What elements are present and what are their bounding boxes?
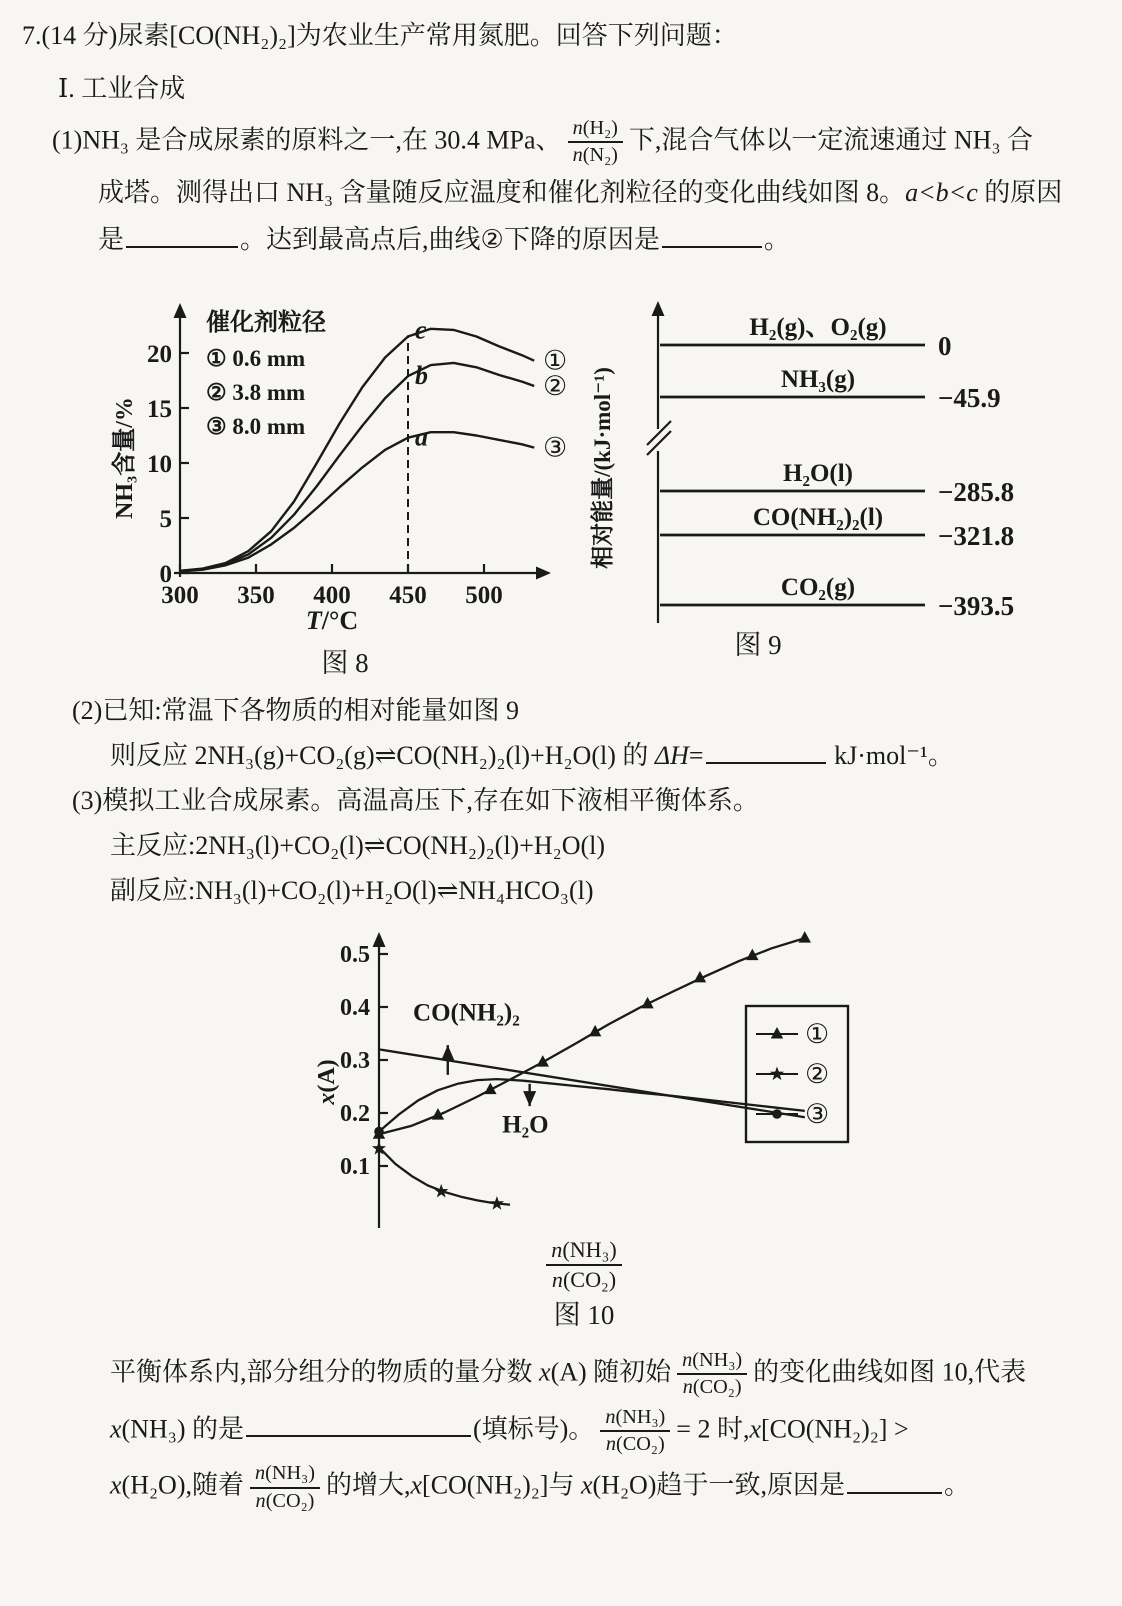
svg-text:②: ② <box>805 1059 830 1090</box>
svg-text:相对能量/(kJ·mol⁻¹): 相对能量/(kJ·mol⁻¹) <box>590 366 615 569</box>
svg-text:NH₃含量/%: NH₃含量/% <box>112 396 138 519</box>
svg-text:500: 500 <box>465 581 503 609</box>
svg-text:−321.8: −321.8 <box>938 520 1015 551</box>
svg-text:0.4: 0.4 <box>340 995 370 1022</box>
part1-line3: 是 。达到最高点后,曲线②下降的原因是 。 <box>98 220 1098 259</box>
answer-blank <box>847 1466 942 1494</box>
svg-text:③: ③ <box>543 432 568 463</box>
fig10-curve-③ <box>379 1079 805 1132</box>
svg-text:c: c <box>415 315 427 345</box>
part3-question-line3: x(H₂O),随着 $\frac{\text{n(NH₃)}}{\text{n(CO₂)}}$ 的增大,x[CO(NH₂)₂]与 x(H₂O)趋于一致,原因是 。 <box>110 1461 1098 1514</box>
svg-text:CO(NH₂)₂(l): CO(NH₂)₂(l) <box>752 503 884 531</box>
part2-line2: 则反应 2NH₃(g)+CO₂(g)⇌CO(NH₂)₂(l)+H₂O(l) 的 ΔH= kJ·mol⁻¹。 <box>110 736 1098 775</box>
part3-question-line1: 平衡体系内,部分组分的物质的量分数 x(A) 随初始 $\frac{\text{n(NH₃)}}{\text{n(CO₂)}}$ 的变化曲线如图 10,代表 <box>110 1348 1098 1401</box>
svg-text:H₂O: H₂O <box>502 1111 549 1139</box>
svg-text:400: 400 <box>313 581 351 609</box>
svg-text:−285.8: −285.8 <box>938 476 1015 507</box>
svg-text:0: 0 <box>159 560 172 588</box>
svg-text:② 3.8 mm: ② 3.8 mm <box>206 379 306 405</box>
svg-text:20: 20 <box>147 340 172 368</box>
svg-text:x(A): x(A) <box>314 1059 340 1105</box>
figures-row <box>110 273 1098 679</box>
svg-text:① 0.6 mm: ① 0.6 mm <box>206 345 306 371</box>
svg-text:NH₃(g): NH₃(g) <box>780 365 856 393</box>
answer-blank <box>246 1409 471 1437</box>
svg-text:15: 15 <box>147 395 172 423</box>
svg-text:300: 300 <box>161 581 199 609</box>
svg-text:b: b <box>415 360 428 390</box>
answer-blank <box>126 220 238 248</box>
svg-text:−393.5: −393.5 <box>938 590 1015 621</box>
svg-text:5: 5 <box>159 505 172 533</box>
svg-text:0: 0 <box>938 330 952 361</box>
fig10-svg <box>304 914 864 1236</box>
figure-8 <box>110 273 580 679</box>
fig8-svg <box>110 273 580 645</box>
answer-blank <box>662 220 762 248</box>
fig8-caption: 图 8 <box>321 647 369 678</box>
question-number-line: 7.(14 分)尿素[CO(NH₂)₂]为农业生产常用氮肥。回答下列问题： <box>22 21 738 50</box>
fraction: $\frac{\text{n(NH₃)}}{\text{n(CO₂)}}$ <box>600 1405 670 1458</box>
part1-line1: (1)NH₃ 是合成尿素的原料之一,在 30.4 MPa、 $\frac{\text{n(H₂)}}{\text{n(N₂)}}$ 下,混合气体以一定流速通过 NH₃ 合 <box>52 116 1098 169</box>
part1-line2: 成塔。测得出口 NH₃ 含量随反应温度和催化剂粒径的变化曲线如图 8。a<b<c 的原因 <box>98 177 1063 207</box>
answer-blank <box>706 736 826 764</box>
svg-text:催化剂粒径: 催化剂粒径 <box>206 309 326 336</box>
fraction: $\frac{\text{n(NH₃)}}{\text{n(CO₂)}}$ <box>546 1236 621 1293</box>
svg-text:−45.9: −45.9 <box>938 382 1001 413</box>
part3-side-reaction: 副反应:NH₃(l)+CO₂(l)+H₂O(l)⇌NH₄HCO₃(l) <box>110 876 594 906</box>
svg-text:350: 350 <box>237 581 275 609</box>
fig9-caption: 图 9 <box>734 629 782 660</box>
svg-text:0.3: 0.3 <box>340 1048 370 1075</box>
svg-text:H₂O(l): H₂O(l) <box>783 459 853 487</box>
svg-text:②: ② <box>543 370 568 401</box>
part3-line1: (3)模拟工业合成尿素。高温高压下,存在如下液相平衡体系。 <box>72 786 759 816</box>
fig8-curve-3 <box>180 432 534 571</box>
svg-text:H₂(g)、O₂(g): H₂(g)、O₂(g) <box>749 313 887 341</box>
svg-text:③: ③ <box>805 1099 830 1130</box>
fraction: $\frac{\text{n(NH₃)}}{\text{n(CO₂)}}$ <box>250 1461 320 1514</box>
svg-text:a: a <box>415 422 428 452</box>
figure-10 <box>304 914 1098 1332</box>
svg-text:CO(NH₂)₂: CO(NH₂)₂ <box>413 999 520 1027</box>
figure-9 <box>588 273 1088 661</box>
section-heading: Ⅰ. 工业合成 <box>58 74 186 103</box>
fig10-xlabel <box>304 1236 864 1293</box>
svg-text:CO₂(g): CO₂(g) <box>780 573 856 601</box>
svg-text:T/°C: T/°C <box>305 605 359 635</box>
svg-text:0.1: 0.1 <box>340 1154 370 1181</box>
part2-line1: (2)已知:常温下各物质的相对能量如图 9 <box>72 696 520 726</box>
svg-text:10: 10 <box>147 450 172 478</box>
svg-text:①: ① <box>543 345 568 376</box>
svg-text:0.2: 0.2 <box>340 1101 370 1128</box>
part3-main-reaction: 主反应:2NH₃(l)+CO₂(l)⇌CO(NH₂)₂(l)+H₂O(l) <box>110 831 606 861</box>
fig10-caption: 图 10 <box>553 1300 615 1331</box>
fig9-svg <box>588 273 1088 635</box>
fraction: $\frac{\text{n(H₂)}}{\text{n(N₂)}}$ <box>568 116 623 169</box>
svg-text:0.5: 0.5 <box>340 942 370 969</box>
svg-text:450: 450 <box>389 581 427 609</box>
fraction: $\frac{\text{n(NH₃)}}{\text{n(CO₂)}}$ <box>677 1348 747 1401</box>
part3-question-line2: x(NH₃) 的是 (填标号)。 $\frac{\text{n(NH₃)}}{\text{n(CO₂)}}$ = 2 时,x[CO(NH₂)₂] > <box>110 1405 1098 1458</box>
svg-text:③ 8.0 mm: ③ 8.0 mm <box>206 413 306 439</box>
svg-text:①: ① <box>805 1019 830 1050</box>
